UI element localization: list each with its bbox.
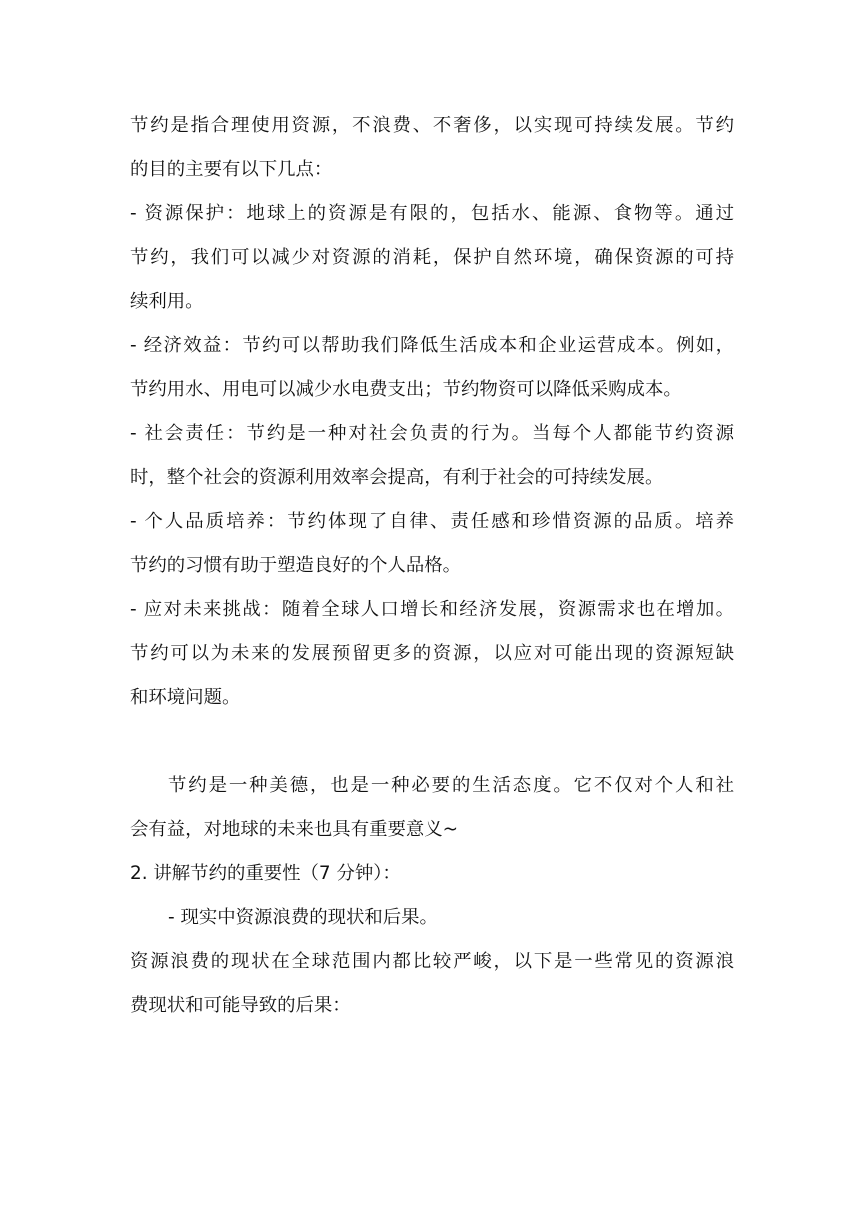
paragraph-conclusion-line-1: 节约是一种美德，也是一种必要的生活态度。它不仅对个人和社 bbox=[168, 775, 734, 796]
document-page bbox=[130, 104, 734, 1028]
point-future-challenge-line-3: 和环境问题。 bbox=[130, 687, 241, 708]
point-resource-protection-line-1: - 资源保护：地球上的资源是有限的，包括水、能源、食物等。通过 bbox=[130, 203, 734, 224]
paragraph-conclusion-line-2: 会有益，对地球的未来也具有重要意义~ bbox=[130, 819, 459, 840]
point-resource-protection-line-2: 节约，我们可以减少对资源的消耗，保护自然环境，确保资源的可持 bbox=[130, 247, 734, 268]
paragraph-intro-line-1: 节约是指合理使用资源，不浪费、不奢侈，以实现可持续发展。节约 bbox=[130, 115, 734, 136]
paragraph-waste-line-2: 费现状和可能导致的后果： bbox=[130, 995, 351, 1016]
section-subheading: - 现实中资源浪费的现状和后果。 bbox=[168, 907, 438, 928]
section-heading: 2. 讲解节约的重要性（7 分钟）： bbox=[130, 863, 401, 884]
point-resource-protection-line-3: 续利用。 bbox=[130, 291, 204, 312]
point-personal-quality-line-2: 节约的习惯有助于塑造良好的个人品格。 bbox=[130, 555, 462, 576]
point-personal-quality-line-1: - 个人品质培养：节约体现了自律、责任感和珍惜资源的品质。培养 bbox=[130, 511, 734, 532]
point-social-responsibility-line-1: - 社会责任：节约是一种对社会负责的行为。当每个人都能节约资源 bbox=[130, 423, 734, 444]
point-social-responsibility-line-2: 时，整个社会的资源利用效率会提高，有利于社会的可持续发展。 bbox=[130, 467, 664, 488]
point-economic-benefit-line-1: - 经济效益：节约可以帮助我们降低生活成本和企业运营成本。例如， bbox=[130, 335, 734, 356]
point-economic-benefit-line-2: 节约用水、用电可以减少水电费支出；节约物资可以降低采购成本。 bbox=[130, 379, 682, 400]
paragraph-intro-line-2: 的目的主要有以下几点： bbox=[130, 159, 333, 180]
paragraph-spacer bbox=[130, 720, 734, 764]
point-future-challenge-line-1: - 应对未来挑战：随着全球人口增长和经济发展，资源需求也在增加。 bbox=[130, 599, 734, 620]
paragraph-waste-line-1: 资源浪费的现状在全球范围内都比较严峻，以下是一些常见的资源浪 bbox=[130, 951, 734, 972]
point-future-challenge-line-2: 节约可以为未来的发展预留更多的资源，以应对可能出现的资源短缺 bbox=[130, 643, 734, 664]
